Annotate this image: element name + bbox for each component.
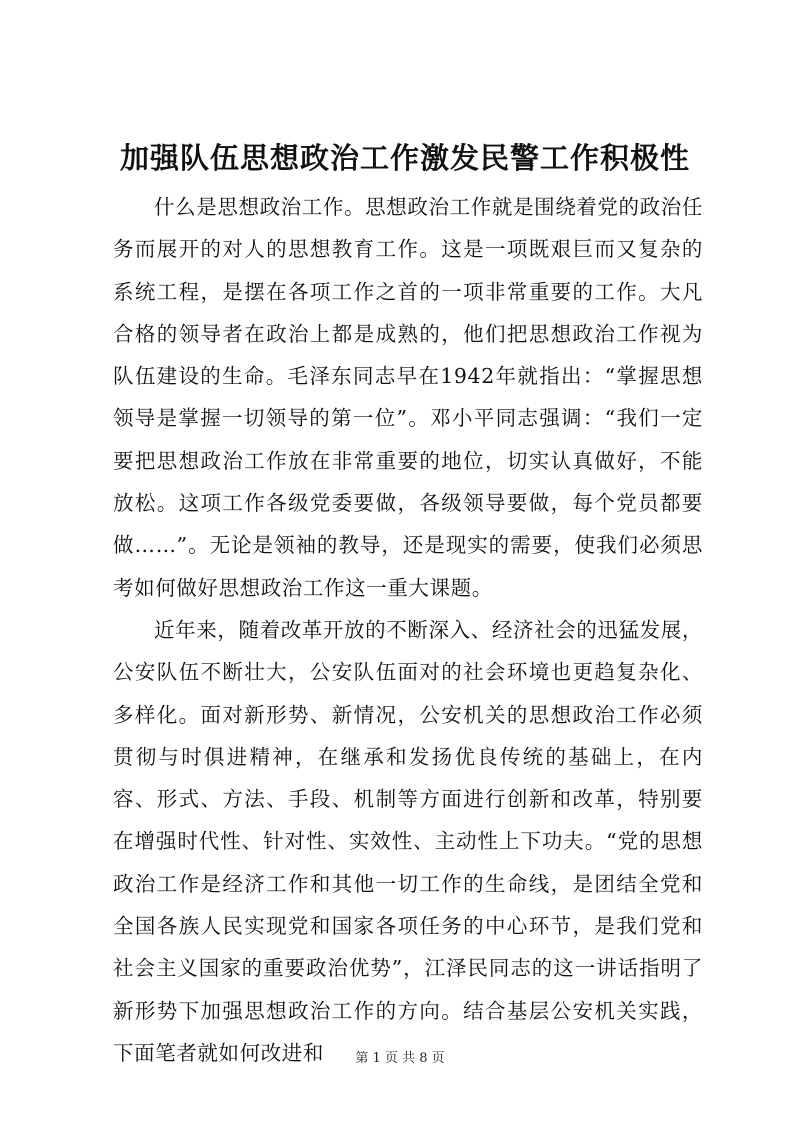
paragraph-1: 什么是思想政治工作。思想政治工作就是围绕着党的政治任务而展开的对人的思想教育工作。这是一项既艰巨而又复杂的系统工程，是摆在各项工作之首的一项非常重要的工作。大凡合格的领导者在政治上都是成熟的，他们把思想政治工作视为队伍建设的生命。毛泽东同志早在1942年就指出：“掌握思想领导是掌握一切领导的第一位”。邓小平同志强调：“我们一定要把思想政治工作放在非常重要的地位，切实认真做好，不能放松。这项工作各级党委要做，各级领导要做，每个党员都要做……”。无论是领袖的教导，还是现实的需要，使我们必须思考如何做好思想政治工作这一重大课题。: [113, 195, 703, 600]
document-body: [113, 186, 703, 1074]
page-footer: 第 1 页 共 8 页: [355, 1051, 445, 1066]
paragraph-2: 近年来，随着改革开放的不断深入、经济社会的迅猛发展，公安队伍不断壮大，公安队伍面对的社会环境也更趋复杂化、多样化。面对新形势、新情况，公安机关的思想政治工作必须贯彻与时俱进精神，在继承和发扬优良传统的基础上，在内容、形式、方法、手段、机制等方面进行创新和改革，特别要在增强时代性、针对性、实效性、主动性上下功夫。“党的思想政治工作是经济工作和其他一切工作的生命线，是团结全党和全国各族人民实现党和国家各项任务的中心环节，是我们党和社会主义国家的重要政治优势”，江泽民同志的这一讲话指明了新形势下加强思想政治工作的方向。结合基层公安机关实践，下面笔者就如何改进和: [113, 617, 703, 1065]
document-title: 加强队伍思想政治工作激发民警工作积极性: [119, 141, 690, 175]
